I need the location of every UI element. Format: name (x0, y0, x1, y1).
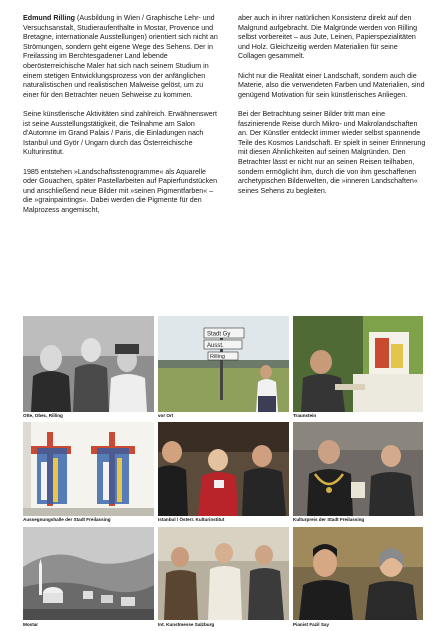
artist-name: Edmund Rilling (23, 14, 76, 22)
paragraph: Edmund Rilling (Ausbildung in Wien / Graphische Lehr- und Versuchsanstalt, Studieraufenthalte in Mostar, Provence und Bretagne, internationale Ausstellungen) orientiert sich nicht an Strömungen, sondern geht eigene Wege des Sehens. Der in Freilassing im Berchtesgadener Land lebende oberösterreichische Maler hat sich nach seinem Studium in einem stetigen Entwicklungsprozess von der anfänglichen naturalistischen und realistischen Malweise gelöst, um zu einer für den Betrachter neuen Sehweise zu kommen. (23, 14, 218, 99)
signpost-text: Stadt Gy (207, 331, 231, 338)
signpost-text: Rilling (210, 354, 225, 360)
paragraph: Bei der Betrachtung seiner Bilder tritt man eine faszinierende Reise durch Mikro- und Makrolandschaften an. Der Künstler entdeckt immer wieder selbst spannende Teile des Kosmos Landschaft. Er spielt in seiner Erinnerung mit diesen Ähnlichkeiten auf seinen Malgründen. Den Betrachter lässt er nicht nur an seinen Reisen teilhaben, sondern ermöglicht ihm, durch die von ihm geschaffenen archetypischen Bilderwelten, die »inneren Landschaften« seines Sehens zu begleiten. (238, 109, 426, 195)
photo-kulturpreis (293, 422, 423, 516)
photo-caption: Otte, Obec, Rilling (23, 413, 63, 418)
paragraph: 1985 entstehen »Landschaftsstenogramme« als Aquarelle oder Gouachen, später Pastellarbeiten auf Papierfundstücken und anschließend neue Bilder mit »seinen Pigmentfarben« – die »grainpaintings«. Dabei werden die Pigmente für den Malprozess angemischt, (23, 167, 218, 214)
photo-mostar (23, 527, 154, 620)
photo-caption: Aussegnungshalle der Stadt Freilassing (23, 517, 111, 522)
photo-caption: vor Ort (158, 413, 174, 418)
article-column-left (23, 14, 220, 215)
photo-caption: Int. Kunstmesse Salzburg (158, 622, 215, 627)
photo-caption: Istanbul / Österr. Kulturinstitut (158, 517, 225, 522)
photo-aussegnungshalle (23, 422, 154, 516)
photo-kunstmesse-salzburg (158, 527, 289, 620)
photo-istanbul (158, 422, 289, 516)
signpost-text: Ausst. (207, 343, 224, 349)
photo-caption: Mostar (23, 622, 39, 627)
article-column-right (238, 14, 426, 196)
photo-caption: Kulturpreis der Stadt Freilassing (293, 517, 365, 522)
photo-caption: Traunstein (293, 413, 317, 418)
photo-pianist-fazil-say (293, 527, 423, 620)
photo-otte-obec-rilling (23, 316, 154, 412)
photo-traunstein (293, 316, 423, 412)
paragraph: Nicht nur die Realität einer Landschaft, sondern auch die Materie, also die verwendeten Farben und Materialien, sind genügend Motivation für sein künstlerisches Anliegen. (238, 71, 425, 99)
paragraph: aber auch in ihrer natürlichen Konsistenz direkt auf den Malgrund aufgebracht. Die Malgründe werden von Rilling selbst vorbereitet – aus Jute, Leinen, Papierspezialitäten und Holz. Gleichzeitig werden Materialien für seine Collagen gesammelt. (238, 14, 418, 61)
photo-caption: Pianist Fazil Say (293, 622, 329, 627)
paragraph: Seine künstlerische Aktivitäten sind zahlreich. Erwähnenswert ist seine Ausstellungstätigkeit, die Teilnahme am Salon d'Automne im Grand Palais / Paris, die Einladungen nach Istanbul und Györ / Ungarn durch das Österreichische Kulturinstitut. (23, 109, 217, 157)
photo-vor-ort (158, 316, 289, 412)
